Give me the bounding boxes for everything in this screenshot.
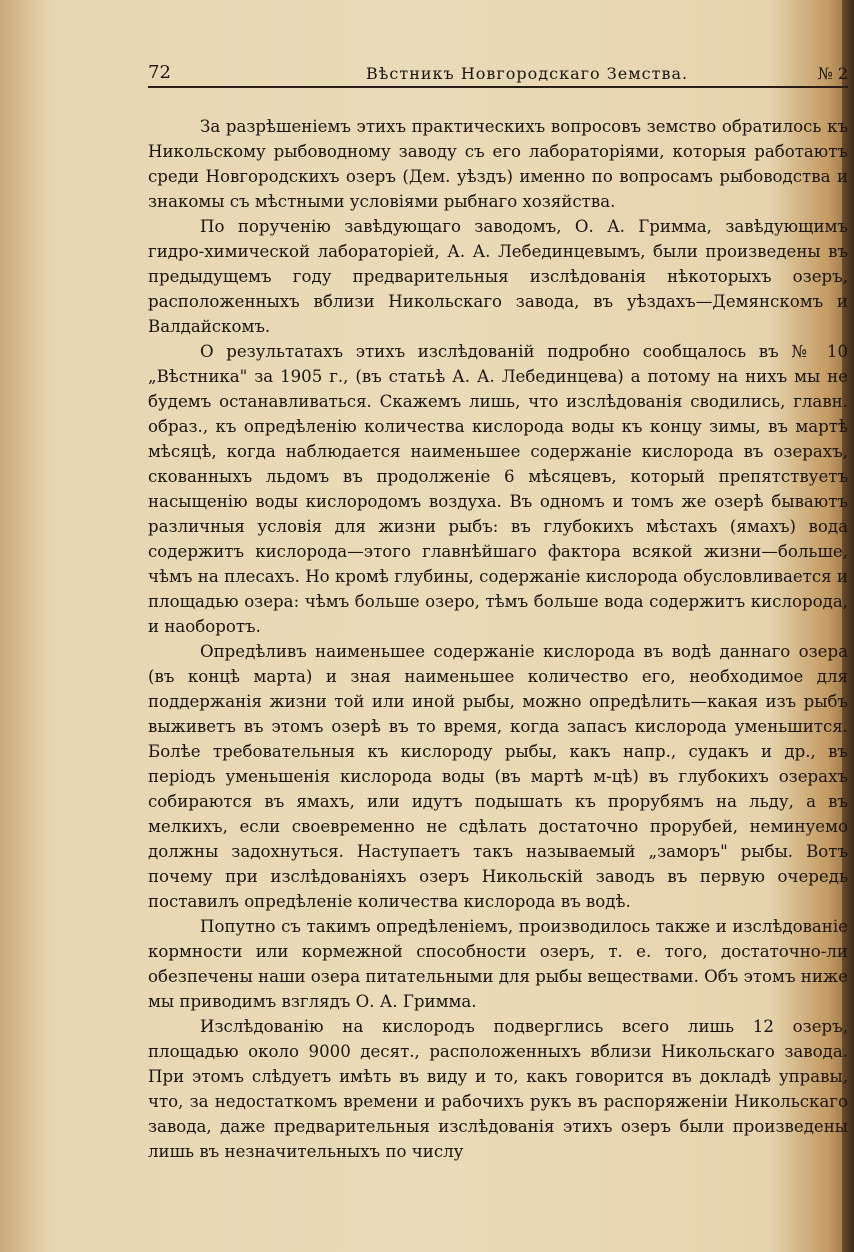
paragraph: Опредѣливъ наименьшее содержаніе кислорода въ водѣ даннаго озера (въ концѣ марта) и зная наименьшее количество его, необходимое для поддержанія жизни той или иной рыбы, можно опредѣлить—какая изъ рыбъ выживетъ въ этомъ озерѣ въ то время, когда запасъ кислорода уменьшится. Болѣе требовательныя къ кислороду рыбы, какъ напр., судакъ и др., въ періодъ уменьшенія кислорода воды (въ мартѣ м-цѣ) въ глубокихъ озерахъ собираются въ ямахъ, или идутъ подышать къ прорубямъ на льду, а въ мелкихъ, если своевременно не сдѣлать достаточно прорубей, неминуемо должны задохнуться. Наступаетъ такъ называемый „заморъ" рыбы. Вотъ почему при изслѣдованіяхъ озеръ Никольскій заводъ въ первую очередь поставилъ опредѣленіе количества кислорода въ водѣ. — [148, 642, 848, 911]
journal-page — [148, 58, 848, 1164]
paragraph: За разрѣшеніемъ этихъ практическихъ вопросовъ земство обратилось къ Никольскому рыбоводному заводу съ его лабораторіями, которыя работаютъ среди Новгородскихъ озеръ (Дем. уѣздъ) именно по вопросамъ рыбоводства и знакомы съ мѣстными условіями рыбнаго хозяйства. — [148, 117, 848, 211]
paragraph: Изслѣдованію на кислородъ подверглись всего лишь 12 озеръ, площадью около 9000 десят., расположенныхъ вблизи Никольскаго завода. При этомъ слѣдуетъ имѣть въ виду и то, какъ говорится въ докладѣ управы, что, за недостаткомъ времени и рабочихъ рукъ въ распоряженіи Никольскаго завода, даже предварительныя изслѣдованія этихъ озеръ были произведены лишь въ незначительныхъ по числу — [148, 1017, 848, 1161]
paragraph: По порученію завѣдующаго заводомъ, О. А. Гримма, завѣдующимъ гидро-химической лабораторіей, А. А. Лебединцевымъ, были произведены въ предыдущемъ году предварительныя изслѣдованія нѣкоторыхъ озеръ, расположенныхъ вблизи Никольскаго завода, въ уѣздахъ—Демянскомъ и Валдайскомъ. — [148, 217, 848, 336]
page-number: 72 — [148, 62, 171, 83]
running-title: Вѣстникъ Новгородскаго Земства. — [366, 64, 689, 83]
paragraph: О результатахъ этихъ изслѣдованій подробно сообщалось въ № 10 „Вѣстника" за 1905 г., (въ статьѣ А. А. Лебединцева) а потому на нихъ мы не будемъ останавливаться. Скажемъ лишь, что изслѣдованія сводились, главн. образ., къ опредѣленію количества кислорода воды къ концу зимы, въ мартѣ мѣсяцѣ, когда наблюдается наименьшее содержаніе кислорода въ озерахъ, скованныхъ льдомъ въ продолженіе 6 мѣсяцевъ, который препятствуетъ насыщенію воды кислородомъ воздуха. Въ одномъ и томъ же озерѣ бываютъ различныя условія для жизни рыбъ: въ глубокихъ мѣстахъ (ямахъ) вода содержитъ кислорода—этого главнѣйшаго фактора всякой жизни—больше, чѣмъ на плесахъ. Но кромѣ глубины, содержаніе кислорода обусловливается и площадью озера: чѣмъ больше озеро, тѣмъ больше вода содержитъ кислорода, и наоборотъ. — [148, 342, 848, 636]
issue-number: № 2 — [817, 64, 848, 83]
article-body — [148, 114, 848, 1164]
paragraph: Попутно съ такимъ опредѣленіемъ, производилось также и изслѣдованіе кормности или кормежной способности озеръ, т. е. того, достаточно-ли обезпечены наши озера питательными для рыбы веществами. Объ этомъ ниже мы приводимъ взглядъ О. А. Гримма. — [148, 917, 848, 1011]
page-header — [148, 58, 848, 88]
